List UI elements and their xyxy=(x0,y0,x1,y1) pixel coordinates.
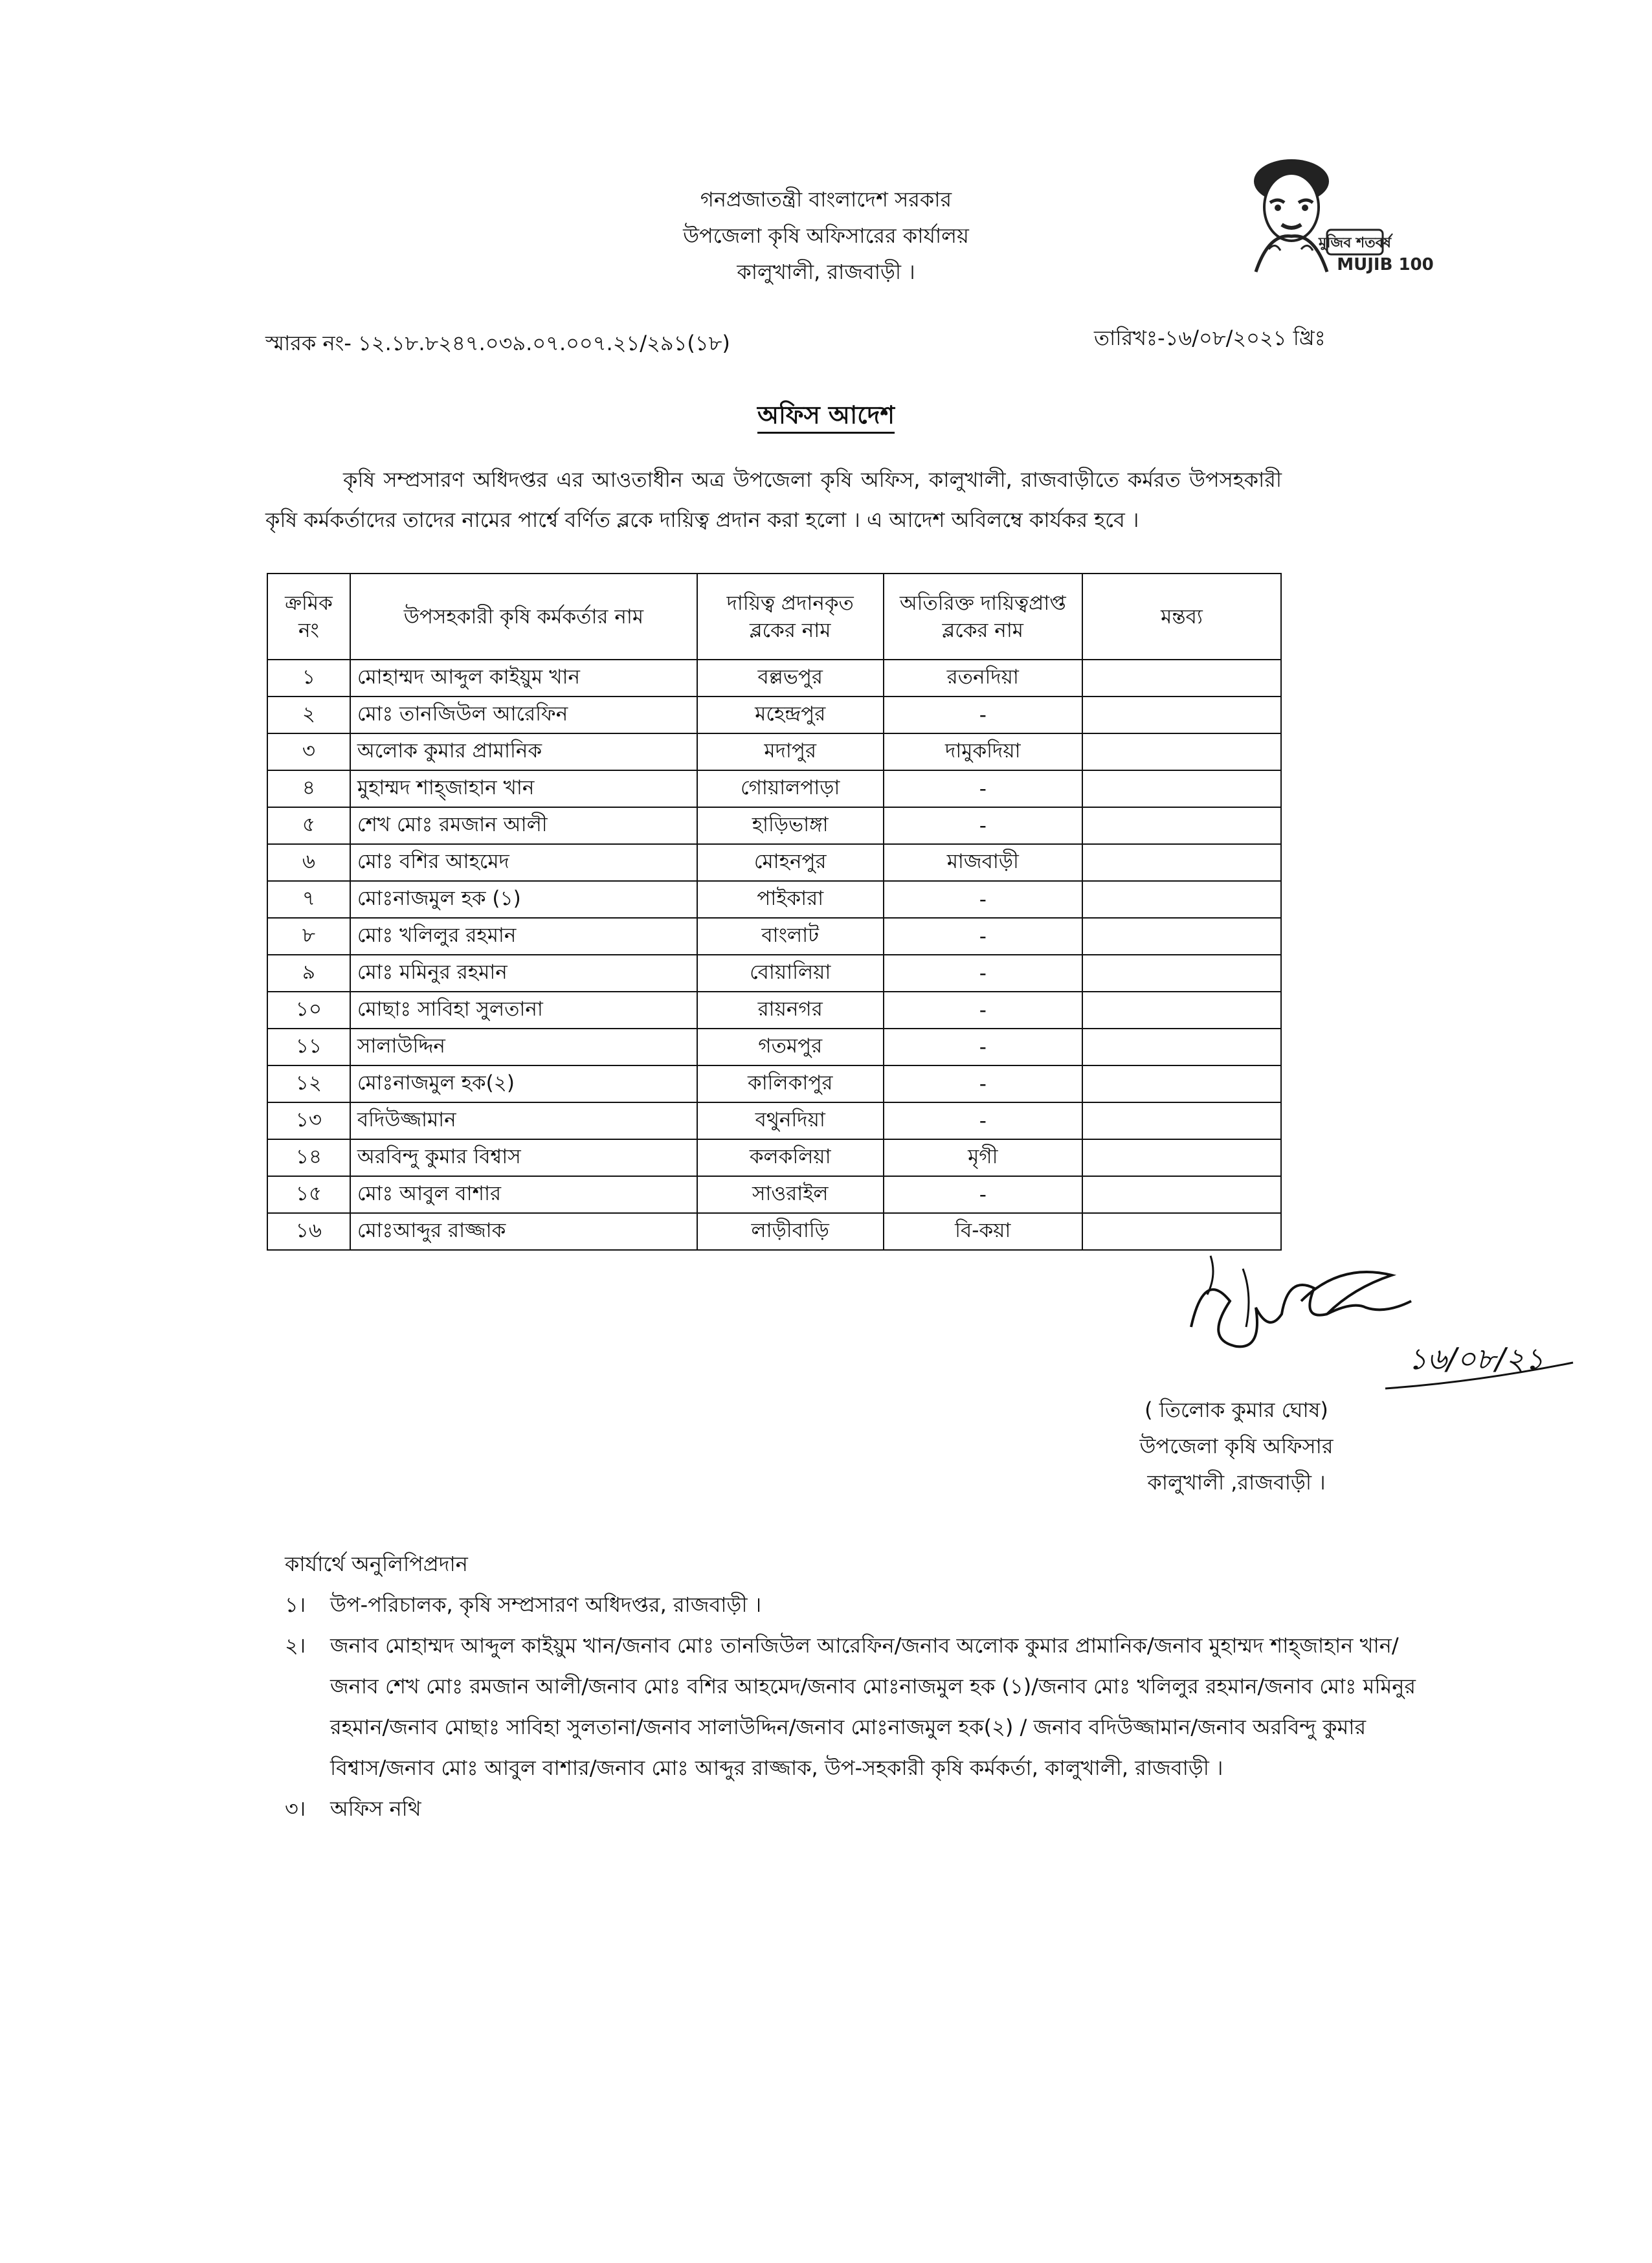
table-row xyxy=(267,697,1281,733)
cell-assigned-block: মহেন্দ্রপুর xyxy=(697,697,884,733)
cell-additional-block: মাজবাড়ী xyxy=(884,844,1082,881)
cell-additional-block: - xyxy=(884,807,1082,844)
cell-remarks xyxy=(1082,697,1281,733)
cell-serial: ১ xyxy=(267,660,350,697)
cell-assigned-block: মদাপুর xyxy=(697,733,884,770)
cell-serial: ৯ xyxy=(267,955,350,992)
cell-officer-name: মোঃনাজমুল হক (১) xyxy=(350,881,697,918)
cell-serial: ৭ xyxy=(267,881,350,918)
table-row xyxy=(267,770,1281,807)
cell-officer-name: মোঃ মমিনুর রহমান xyxy=(350,955,697,992)
signer-name: ( তিলোক কুমার ঘোষ) xyxy=(1144,1398,1328,1422)
copy-item-text: অফিস নথি xyxy=(330,1796,421,1821)
cell-remarks xyxy=(1082,1102,1281,1139)
cell-remarks xyxy=(1082,807,1281,844)
header-officer-name: উপসহকারী কৃষি কর্মকর্তার নাম xyxy=(350,574,697,660)
cell-serial: ১৩ xyxy=(267,1102,350,1139)
cell-additional-block: বি-কয়া xyxy=(884,1213,1082,1250)
copy-item-number: ২। xyxy=(285,1633,306,1658)
cell-remarks xyxy=(1082,955,1281,992)
cell-assigned-block: মোহনপুর xyxy=(697,844,884,881)
table-row xyxy=(267,807,1281,844)
cell-officer-name: অরবিন্দু কুমার বিশ্বাস xyxy=(350,1139,697,1176)
copy-item-number: ৩। xyxy=(285,1796,306,1821)
copy-item-text: উপ-পরিচালক, কৃষি সম্প্রসারণ অধিদপ্তর, রাজবাড়ী । xyxy=(330,1592,762,1617)
table-row xyxy=(267,1176,1281,1213)
cell-officer-name: মোঃআব্দুর রাজ্জাক xyxy=(350,1213,697,1250)
copy-item xyxy=(285,1625,1424,1789)
document-title xyxy=(0,396,1652,438)
table-row xyxy=(267,660,1281,697)
logo-text: মুজিব শতবর্ষ xyxy=(1319,235,1391,251)
cell-serial: ৪ xyxy=(267,770,350,807)
table-row xyxy=(267,992,1281,1029)
cell-officer-name: মোহাম্মদ আব্দুল কাইয়ুম খান xyxy=(350,660,697,697)
office-location: কালুখালী, রাজবাড়ী । xyxy=(737,260,915,284)
cell-serial: ১৫ xyxy=(267,1176,350,1213)
table-row xyxy=(267,1139,1281,1176)
cell-assigned-block: কালিকাপুর xyxy=(697,1065,884,1102)
cell-remarks xyxy=(1082,1139,1281,1176)
cell-remarks xyxy=(1082,918,1281,955)
cell-assigned-block: বল্লভপুর xyxy=(697,660,884,697)
cell-serial: ১৪ xyxy=(267,1139,350,1176)
cell-additional-block: - xyxy=(884,881,1082,918)
cell-remarks xyxy=(1082,770,1281,807)
cell-assigned-block: লাড়ীবাড়ি xyxy=(697,1213,884,1250)
copy-heading: কার্যার্থে অনুলিপিপ্রদান xyxy=(285,1552,468,1576)
cell-additional-block: মৃগী xyxy=(884,1139,1082,1176)
header-remarks: মন্তব্য xyxy=(1082,574,1281,660)
cell-serial: ৮ xyxy=(267,918,350,955)
signer-designation: উপজেলা কৃষি অফিসার xyxy=(1139,1434,1334,1458)
table-header-row xyxy=(267,574,1281,660)
cell-officer-name: মোঃ তানজিউল আরেফিন xyxy=(350,697,697,733)
table-row xyxy=(267,955,1281,992)
cell-serial: ১৬ xyxy=(267,1213,350,1250)
table-row xyxy=(267,1029,1281,1065)
cell-additional-block: - xyxy=(884,1065,1082,1102)
cell-assigned-block: রায়নগর xyxy=(697,992,884,1029)
cell-officer-name: সালাউদ্দিন xyxy=(350,1029,697,1065)
copy-item xyxy=(285,1585,1424,1625)
copy-item-number: ১। xyxy=(285,1592,306,1617)
cell-serial: ২ xyxy=(267,697,350,733)
cell-officer-name: মোঃনাজমুল হক(২) xyxy=(350,1065,697,1102)
cell-serial: ১২ xyxy=(267,1065,350,1102)
cell-officer-name: মোঃ খলিলুর রহমান xyxy=(350,918,697,955)
cell-remarks xyxy=(1082,1029,1281,1065)
cell-remarks xyxy=(1082,660,1281,697)
signature-date: ১৬/০৮/২১ xyxy=(1407,1341,1545,1376)
cell-additional-block: - xyxy=(884,992,1082,1029)
table-row xyxy=(267,1213,1281,1250)
cell-additional-block: - xyxy=(884,770,1082,807)
cell-remarks xyxy=(1082,733,1281,770)
cell-officer-name: বদিউজ্জামান xyxy=(350,1102,697,1139)
memo-date: তারিখঃ-১৬/০৮/২০২১ খ্রিঃ xyxy=(1094,326,1326,350)
cell-officer-name: মোছাঃ সাবিহা সুলতানা xyxy=(350,992,697,1029)
cell-officer-name: অলোক কুমার প্রামানিক xyxy=(350,733,697,770)
table-row xyxy=(267,918,1281,955)
copy-item-text: জনাব মোহাম্মদ আব্দুল কাইয়ুম খান/জনাব মোঃ তানজিউল আরেফিন/জনাব অলোক কুমার প্রামানিক/জনাব মুহাম্মদ শাহ্‌জাহান খান/জনাব শেখ মোঃ রমজান আলী/জনাব মোঃ বশির আহমেদ/জনাব মোঃনাজমুল হক (১)/জনাব মোঃ খলিলুর রহমান/জনাব মোঃ মমিনুর রহমান/জনাব মোছাঃ সাবিহা সুলতানা/জনাব সালাউদ্দিন/জনাব মোঃনাজমুল হক(২) / জনাব বদিউজ্জামান/জনাব অরবিন্দু কুমার বিশ্বাস/জনাব মোঃ আবুল বাশার/জনাব মোঃ আব্দুর রাজ্জাক, উপ-সহকারী কৃষি কর্মকর্তা, কালুখালী, রাজবাড়ী । xyxy=(330,1633,1416,1780)
header-assigned-block: দায়িত্ব প্রদানকৃত ব্লকের নাম xyxy=(697,574,884,660)
cell-officer-name: শেখ মোঃ রমজান আলী xyxy=(350,807,697,844)
cell-additional-block: - xyxy=(884,1176,1082,1213)
mujib-100-logo xyxy=(1230,152,1434,275)
memo-number: স্মারক নং- ১২.১৮.৮২৪৭.০৩৯.০৭.০০৭.২১/২৯১(১৮) xyxy=(265,331,730,355)
cell-serial: ১১ xyxy=(267,1029,350,1065)
cell-remarks xyxy=(1082,844,1281,881)
cell-assigned-block: গতমপুর xyxy=(697,1029,884,1065)
cell-assigned-block: বাংলাট xyxy=(697,918,884,955)
cell-serial: ১০ xyxy=(267,992,350,1029)
signer-location: কালুখালী ,রাজবাড়ী । xyxy=(1147,1470,1326,1495)
cell-additional-block: রতনদিয়া xyxy=(884,660,1082,697)
logo-subtext: MUJIB 100 xyxy=(1337,255,1434,274)
cell-serial: ৫ xyxy=(267,807,350,844)
cell-remarks xyxy=(1082,1176,1281,1213)
cell-officer-name: মোঃ বশির আহমেদ xyxy=(350,844,697,881)
order-paragraph: কৃষি সম্প্রসারণ অধিদপ্তর এর আওতাধীন অত্র উপজেলা কৃষি অফিস, কালুখালী, রাজবাড়ীতে কর্মরত উপসহকারী কৃষি কর্মকর্তাদের তাদের নামের পার্শ্বে বর্ণিত ব্লকে দায়িত্ব প্রদান করা হলো । এ আদেশ অবিলম্বে কার্যকর হবে । xyxy=(265,467,1282,532)
cell-additional-block: - xyxy=(884,955,1082,992)
table-row xyxy=(267,1065,1281,1102)
document-title-text: অফিস আদেশ xyxy=(757,401,895,434)
cell-additional-block: - xyxy=(884,1029,1082,1065)
cell-assigned-block: পাইকারা xyxy=(697,881,884,918)
cell-additional-block: দামুকদিয়া xyxy=(884,733,1082,770)
table-row xyxy=(267,1102,1281,1139)
header-serial: ক্রমিক নং xyxy=(267,574,350,660)
assignment-table xyxy=(267,573,1282,1251)
cell-additional-block: - xyxy=(884,1102,1082,1139)
header-additional-block: অতিরিক্ত দায়িত্বপ্রাপ্ত ব্লকের নাম xyxy=(884,574,1082,660)
copy-distribution xyxy=(285,1544,1424,1829)
table-row xyxy=(267,733,1281,770)
cell-assigned-block: হাড়িভাঙ্গা xyxy=(697,807,884,844)
copy-item xyxy=(285,1789,1424,1829)
cell-assigned-block: বথুনদিয়া xyxy=(697,1102,884,1139)
cell-remarks xyxy=(1082,881,1281,918)
cell-officer-name: মোঃ আবুল বাশার xyxy=(350,1176,697,1213)
cell-assigned-block: কলকলিয়া xyxy=(697,1139,884,1176)
office-name: উপজেলা কৃষি অফিসারের কার্যালয় xyxy=(683,223,969,248)
cell-serial: ৩ xyxy=(267,733,350,770)
cell-assigned-block: গোয়ালপাড়া xyxy=(697,770,884,807)
cell-officer-name: মুহাম্মদ শাহ্‌জাহান খান xyxy=(350,770,697,807)
government-name: গনপ্রজাতন্ত্রী বাংলাদেশ সরকার xyxy=(700,187,952,212)
cell-assigned-block: সাওরাইল xyxy=(697,1176,884,1213)
table-row xyxy=(267,844,1281,881)
cell-serial: ৬ xyxy=(267,844,350,881)
cell-assigned-block: বোয়ালিয়া xyxy=(697,955,884,992)
table-row xyxy=(267,881,1281,918)
cell-remarks xyxy=(1082,992,1281,1029)
cell-remarks xyxy=(1082,1065,1281,1102)
cell-additional-block: - xyxy=(884,697,1082,733)
signer-block xyxy=(1068,1392,1405,1500)
cell-additional-block: - xyxy=(884,918,1082,955)
